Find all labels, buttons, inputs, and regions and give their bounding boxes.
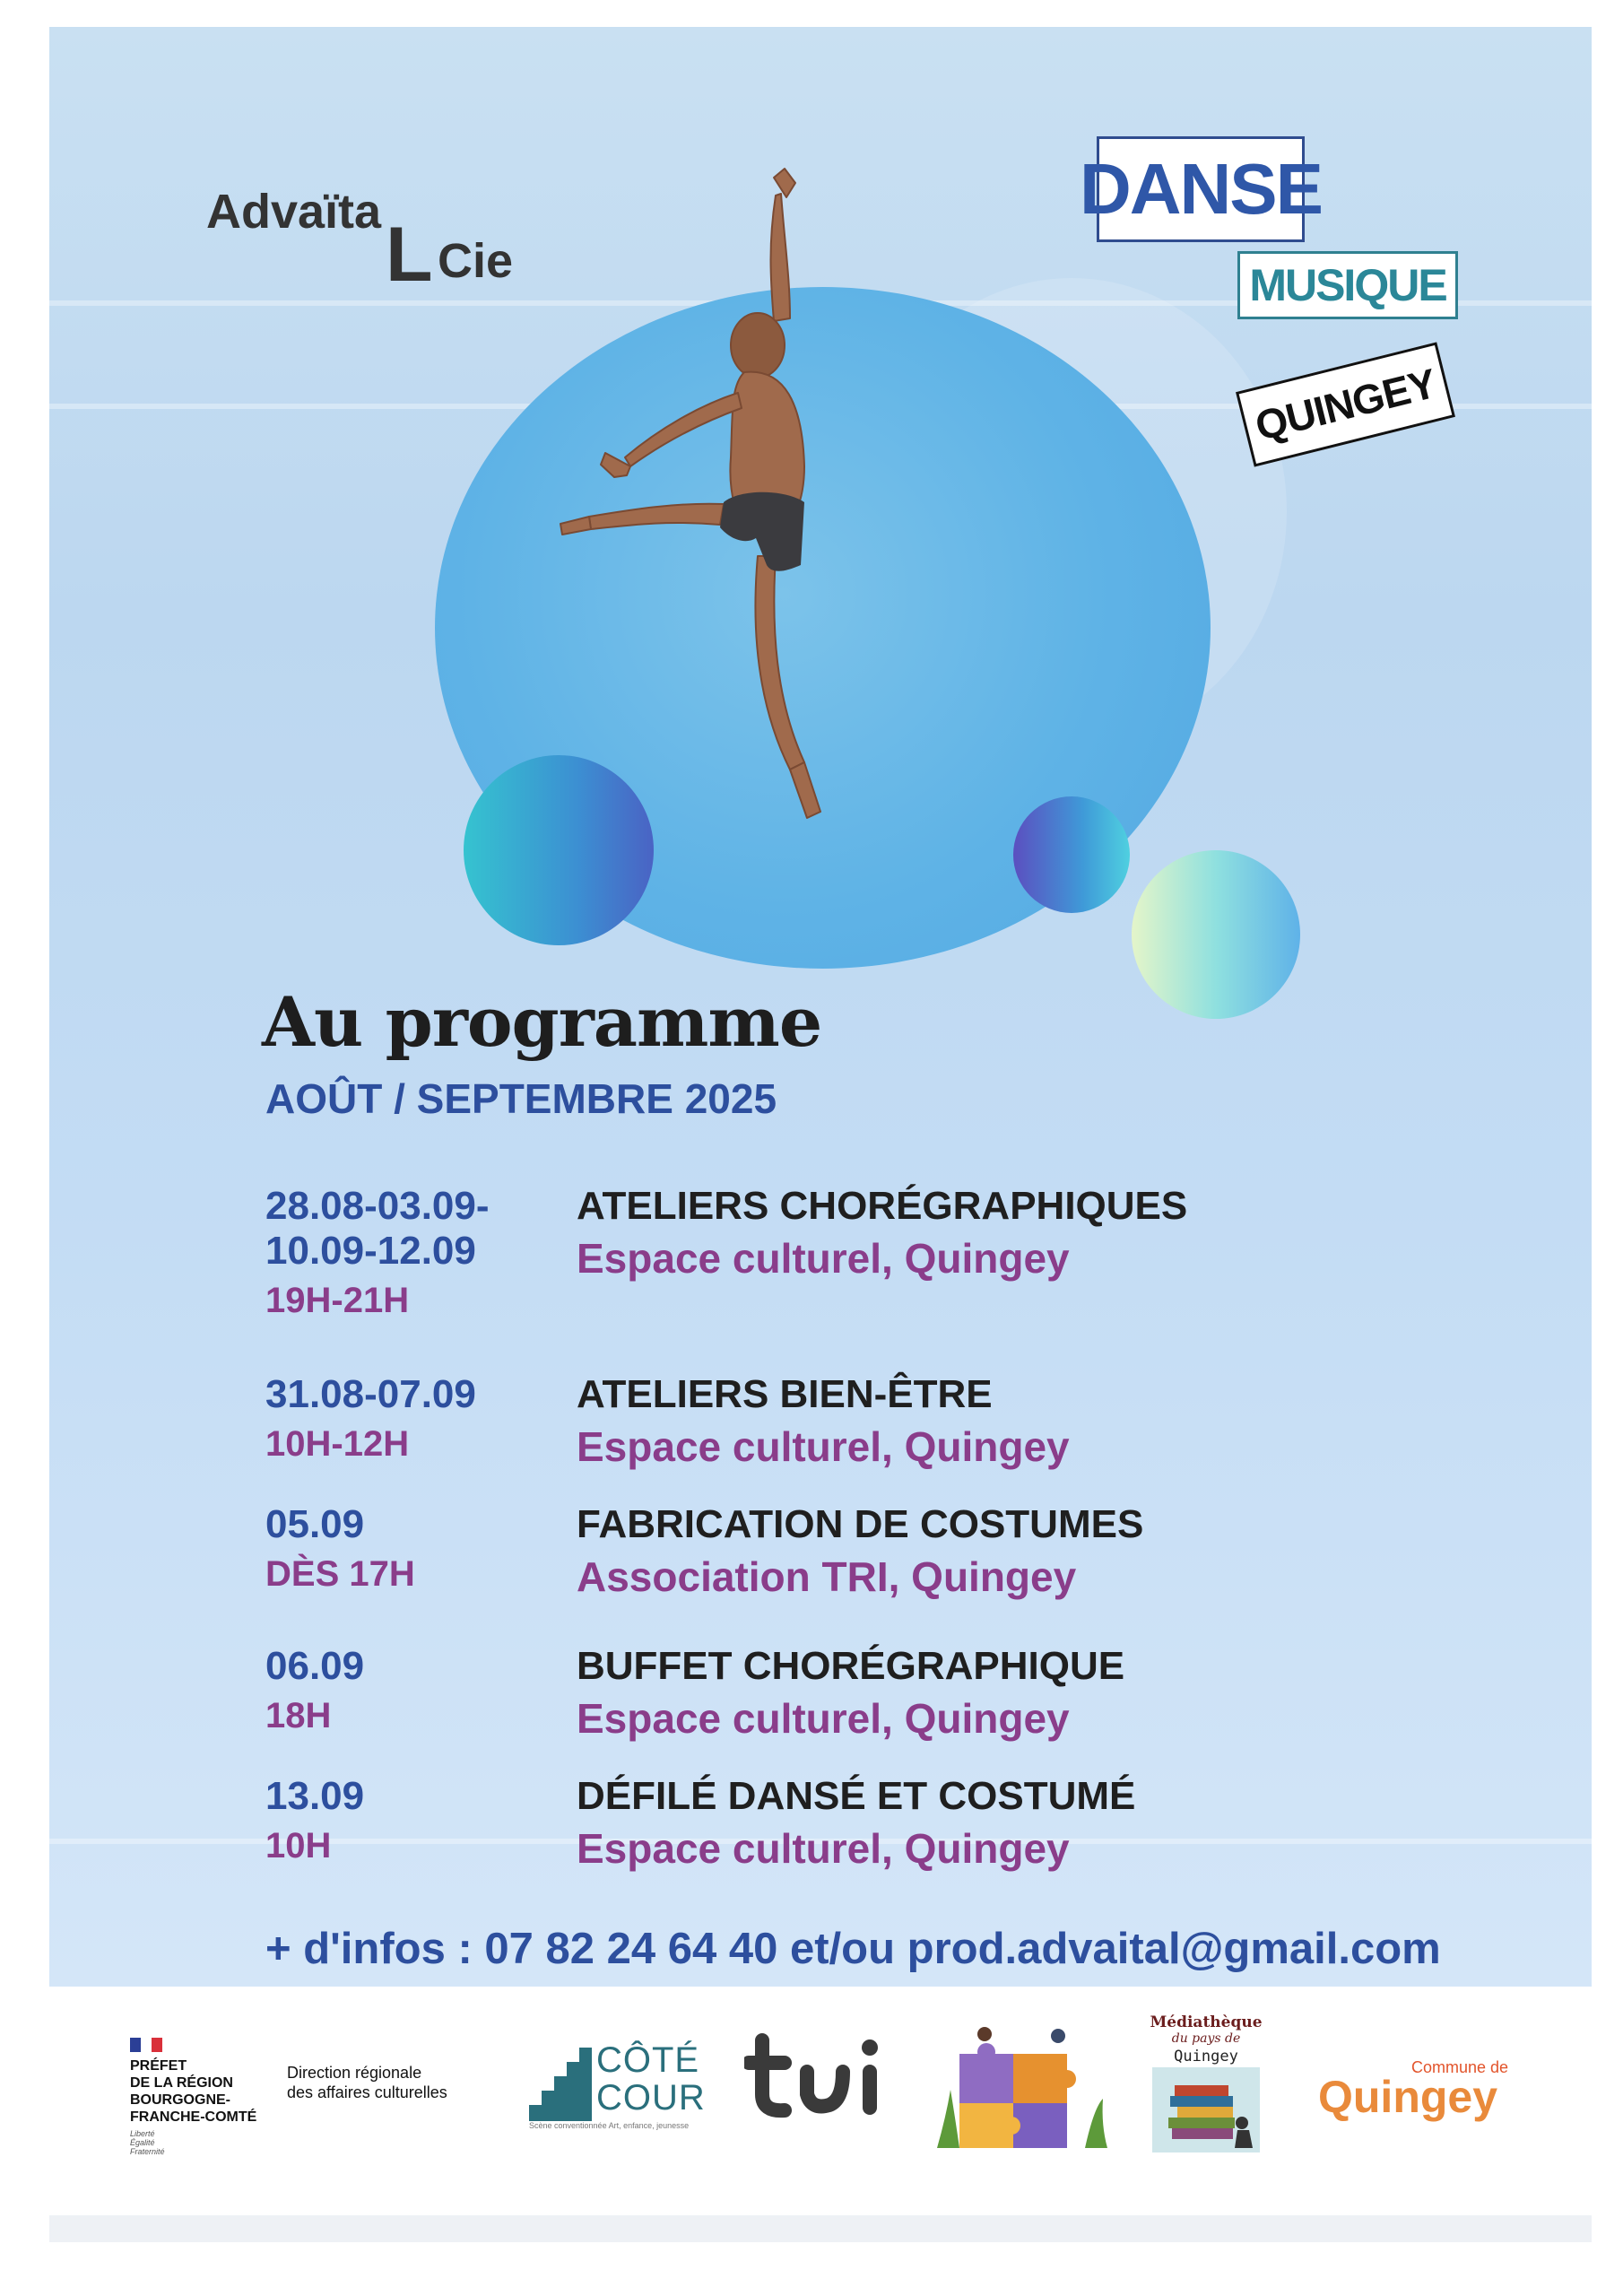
- dancer-figure: [516, 144, 964, 888]
- company-name-part1: Advaïta: [206, 185, 382, 239]
- cour-word: COUR: [596, 2078, 706, 2118]
- contact-info: + d'infos : 07 82 24 64 40 et/ou prod.advaital@gmail.com: [265, 1925, 1441, 1973]
- event-place: Espace culturel, Quingey: [577, 1695, 1070, 1742]
- program-title: Au programme: [262, 982, 822, 1062]
- event-time: 18H: [265, 1696, 332, 1735]
- gradient-orb-middle: [1013, 796, 1130, 913]
- event-date: [265, 1644, 364, 1689]
- dancer-hand-top: [774, 169, 795, 197]
- partner-logos: [117, 2009, 1551, 2170]
- cote-cour-logo: [529, 2031, 708, 2130]
- event-date-line: 31.08-07.09: [265, 1372, 476, 1416]
- cote-cour-caption: Scène conventionnée Art, enfance, jeunesse: [529, 2121, 690, 2130]
- event-date-line: 06.09: [265, 1644, 365, 1688]
- mediatheque-logo: [1148, 2013, 1264, 2152]
- tag-quingey: QUINGEY: [1236, 342, 1455, 466]
- stairs-icon: [529, 2040, 592, 2121]
- event-date-line: 10.09-12.09: [265, 1229, 476, 1273]
- poster: [49, 27, 1592, 1987]
- tri-logo: [744, 2031, 897, 2121]
- event-name: DÉFILÉ DANSÉ ET COSTUMÉ: [577, 1774, 1136, 1818]
- dancer-arm-raised: [771, 194, 791, 321]
- event-date: [265, 1372, 476, 1417]
- books-icon: [1152, 2067, 1260, 2152]
- commune-label: Commune de: [1411, 2058, 1509, 2076]
- tag-musique: MUSIQUE: [1237, 251, 1458, 319]
- prefet-text: PRÉFET DE LA RÉGION BOURGOGNE- FRANCHE-COMTÉ: [130, 2058, 257, 2125]
- event-time: 19H-21H: [265, 1281, 410, 1320]
- event-time: 10H-12H: [265, 1424, 410, 1464]
- event-name: ATELIERS BIEN-ÊTRE: [577, 1372, 993, 1416]
- event-date-line: 28.08-03.09-: [265, 1184, 490, 1228]
- scan-bottom-strip: [49, 2215, 1592, 2242]
- mediatheque-subtitle: du pays de: [1171, 2031, 1241, 2046]
- event-name: FABRICATION DE COSTUMES: [577, 1502, 1144, 1546]
- dancer-leg-right: [755, 556, 804, 770]
- tag-danse: DANSE: [1097, 136, 1305, 242]
- program-subtitle: AOÛT / SEPTEMBRE 2025: [265, 1075, 777, 1122]
- event-place: Espace culturel, Quingey: [577, 1825, 1070, 1872]
- dancer-leg-left: [589, 504, 724, 529]
- dancer-arm-extended: [625, 393, 742, 466]
- mediatheque-title: Médiathèque: [1150, 2013, 1263, 2031]
- event-name: ATELIERS CHORÉGRAPHIQUES: [577, 1184, 1188, 1228]
- commune-name: Quingey: [1318, 2072, 1498, 2122]
- event-time: 10H: [265, 1826, 332, 1866]
- event-name: BUFFET CHORÉGRAPHIQUE: [577, 1644, 1125, 1688]
- event-date: [265, 1774, 364, 1819]
- company-name-part2: Cie: [438, 234, 514, 288]
- cote-word: CÔTÉ: [596, 2040, 700, 2080]
- event-time: DÈS 17H: [265, 1554, 415, 1594]
- french-flag-icon: [130, 2038, 162, 2052]
- mediatheque-town: Quingey: [1174, 2048, 1238, 2066]
- event-date-line: 13.09: [265, 1774, 365, 1818]
- gradient-orb-right: [1132, 850, 1300, 1019]
- espace-vie-sociale-logo: [933, 2018, 1112, 2152]
- dancer-head: [731, 313, 785, 378]
- prefet-motto: Liberté Égalité Fraternité: [130, 2129, 165, 2156]
- event-place: Espace culturel, Quingey: [577, 1235, 1070, 1282]
- event-place: Association TRI, Quingey: [577, 1553, 1077, 1600]
- drac-text: Direction régionale des affaires culturelles: [287, 2064, 447, 2101]
- event-place: Espace culturel, Quingey: [577, 1423, 1070, 1470]
- event-date: [265, 1502, 364, 1547]
- company-logo-letter: L: [386, 212, 433, 298]
- dancer-foot-right: [790, 762, 820, 818]
- prefet-logo: [130, 2038, 282, 2156]
- event-date: [265, 1184, 490, 1274]
- event-date-line: 05.09: [265, 1502, 365, 1546]
- dancer-foot-left: [560, 517, 591, 535]
